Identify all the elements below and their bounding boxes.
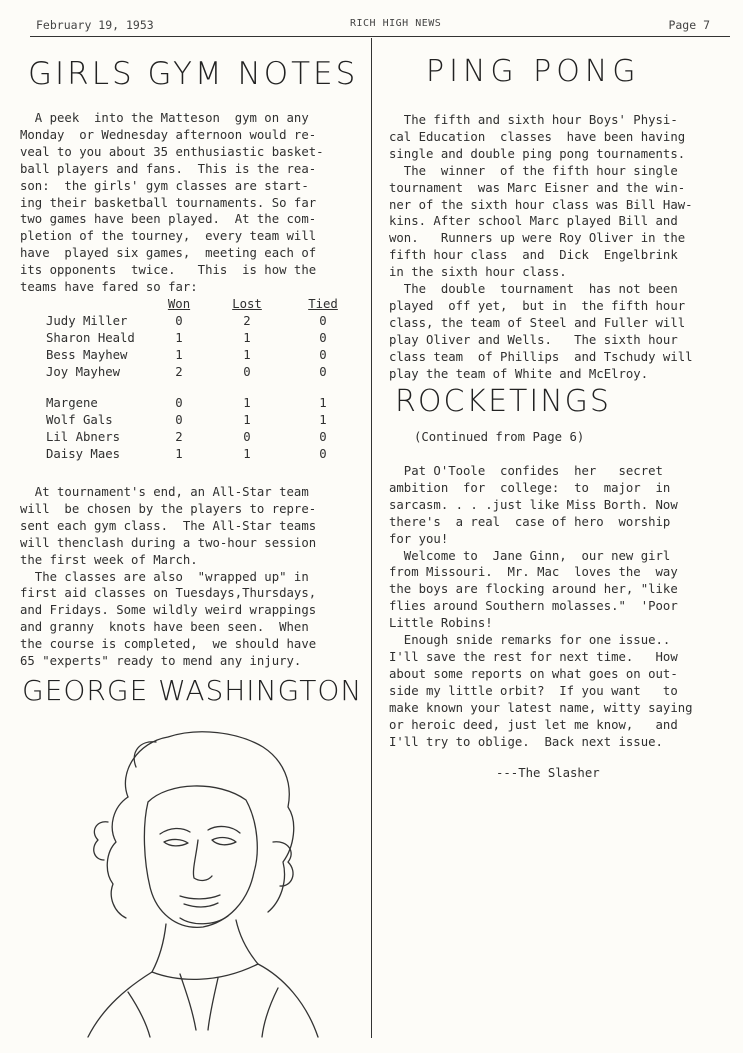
- tied-value: 0: [319, 446, 327, 461]
- team-name: Joy Mayhew: [46, 364, 121, 379]
- table-row: [46, 394, 346, 411]
- table-row: [46, 346, 346, 363]
- won-value: 1: [175, 446, 183, 461]
- team-name: Wolf Gals: [46, 412, 113, 427]
- girls-gym-intro: A peek into the Matteson gym on any Monday or Wednesday afternoon would re- veal to you about 35 enthusiastic basket- ball players and fans. This is the rea- son: the girls' gym classes are start- ing their basketball tournaments. So far two games have been played. At the com- pletion of the tourney, every team will have played six games, meeting each of its opponents twice. This is how the teams have fared so far:: [20, 111, 324, 295]
- won-value: 0: [175, 395, 183, 410]
- continued-note: (Continued from Page 6): [414, 430, 585, 444]
- table-row: [46, 329, 346, 346]
- rocketings-headline: ROCKETINGS: [395, 384, 611, 419]
- george-washington-portrait: [68, 712, 330, 1042]
- team-name: Margene: [46, 395, 98, 410]
- col-header-tied: Tied: [308, 297, 338, 311]
- ping-pong-headline: PING PONG: [426, 54, 641, 89]
- tied-value: 0: [319, 330, 327, 345]
- lost-value: 1: [243, 395, 251, 410]
- won-value: 0: [175, 313, 183, 328]
- newspaper-name: RICH HIGH NEWS: [350, 18, 442, 29]
- won-value: 0: [175, 412, 183, 427]
- tied-value: 0: [319, 347, 327, 362]
- won-value: 1: [175, 347, 183, 362]
- lost-value: 1: [243, 412, 251, 427]
- col-header-won: Won: [167, 297, 191, 311]
- tied-value: 0: [319, 313, 327, 328]
- team-name: Lil Abners: [46, 429, 121, 444]
- girls-gym-headline: GIRLS GYM NOTES: [28, 56, 359, 92]
- table-row: [46, 411, 346, 428]
- tied-value: 0: [319, 364, 327, 379]
- table-row: [46, 428, 346, 445]
- girls-gym-closing: At tournament's end, an All-Star team will be chosen by the players to repre- sent each gym class. The All-Star teams will thenclash during a two-hour session the first week of March. The classes are also "wrapped up" in first aid classes on Tuesdays,Thursdays, and Fridays. Some wildly weird wrappings and granny knots have been seen. When the course is completed, we should have 65 "experts" ready to mend any injury.: [20, 485, 317, 669]
- lost-value: 1: [243, 446, 251, 461]
- column-divider: [371, 38, 372, 1038]
- team-name: Daisy Maes: [46, 446, 121, 461]
- col-header-lost: Lost: [232, 297, 262, 311]
- standings-header-row: [46, 296, 346, 312]
- team-name: Sharon Heald: [46, 330, 135, 345]
- won-value: 1: [175, 330, 183, 345]
- rocketings-body: Pat O'Toole confides her secret ambition for college: to major in sarcasm. . . .just like Miss Borth. Now there's a real case of hero worship for you! Welcome to Jane Ginn, our new girl from Missouri. Mr. Mac loves the way the boys are flocking around her, "like flies around Southern molasses." 'Poor Little Robins! Enough snide remarks for one issue.. I'll save the rest for next time. How about some reports on what goes on out- side my little orbit? If you want to make known your latest name, witty saying or heroic deed, just let me know, and I'll try to oblige. Back next issue.: [389, 464, 693, 749]
- tied-value: 1: [319, 412, 327, 427]
- lost-value: 1: [243, 330, 251, 345]
- won-value: 2: [175, 429, 183, 444]
- washington-headline: GEORGE WASHINGTON: [22, 674, 363, 707]
- ping-pong-body: The fifth and sixth hour Boys' Physi- cal Education classes have been having single and double ping pong tournaments. The winner of the fifth hour single tournament was Marc Eisner and the win- ner of the sixth hour class was Bill Haw- kins. After school Marc played Bill and won. Runners up were Roy Oliver in the fifth hour class and Dick Engelbrink in the sixth hour class. The double tournament has not been played off yet, but in the fifth hour class, the team of Steel and Fuller will play Oliver and Wells. The sixth hour class team of Phillips and Tschudy will play the team of White and McElroy.: [389, 113, 693, 381]
- author-signature: ---The Slasher: [496, 766, 600, 780]
- standings-table: [46, 296, 346, 462]
- lost-value: 1: [243, 347, 251, 362]
- tied-value: 0: [319, 429, 327, 444]
- issue-date: February 19, 1953: [36, 18, 154, 32]
- header-rule: [30, 36, 730, 37]
- page-number: Page 7: [668, 18, 710, 32]
- won-value: 2: [175, 364, 183, 379]
- lost-value: 2: [243, 313, 251, 328]
- team-name: Judy Miller: [46, 313, 128, 328]
- tied-value: 1: [319, 395, 327, 410]
- lost-value: 0: [243, 364, 251, 379]
- lost-value: 0: [243, 429, 251, 444]
- table-row: [46, 363, 346, 380]
- table-row: [46, 445, 346, 462]
- team-name: Bess Mayhew: [46, 347, 128, 362]
- page-header: [30, 18, 730, 36]
- table-row: [46, 312, 346, 329]
